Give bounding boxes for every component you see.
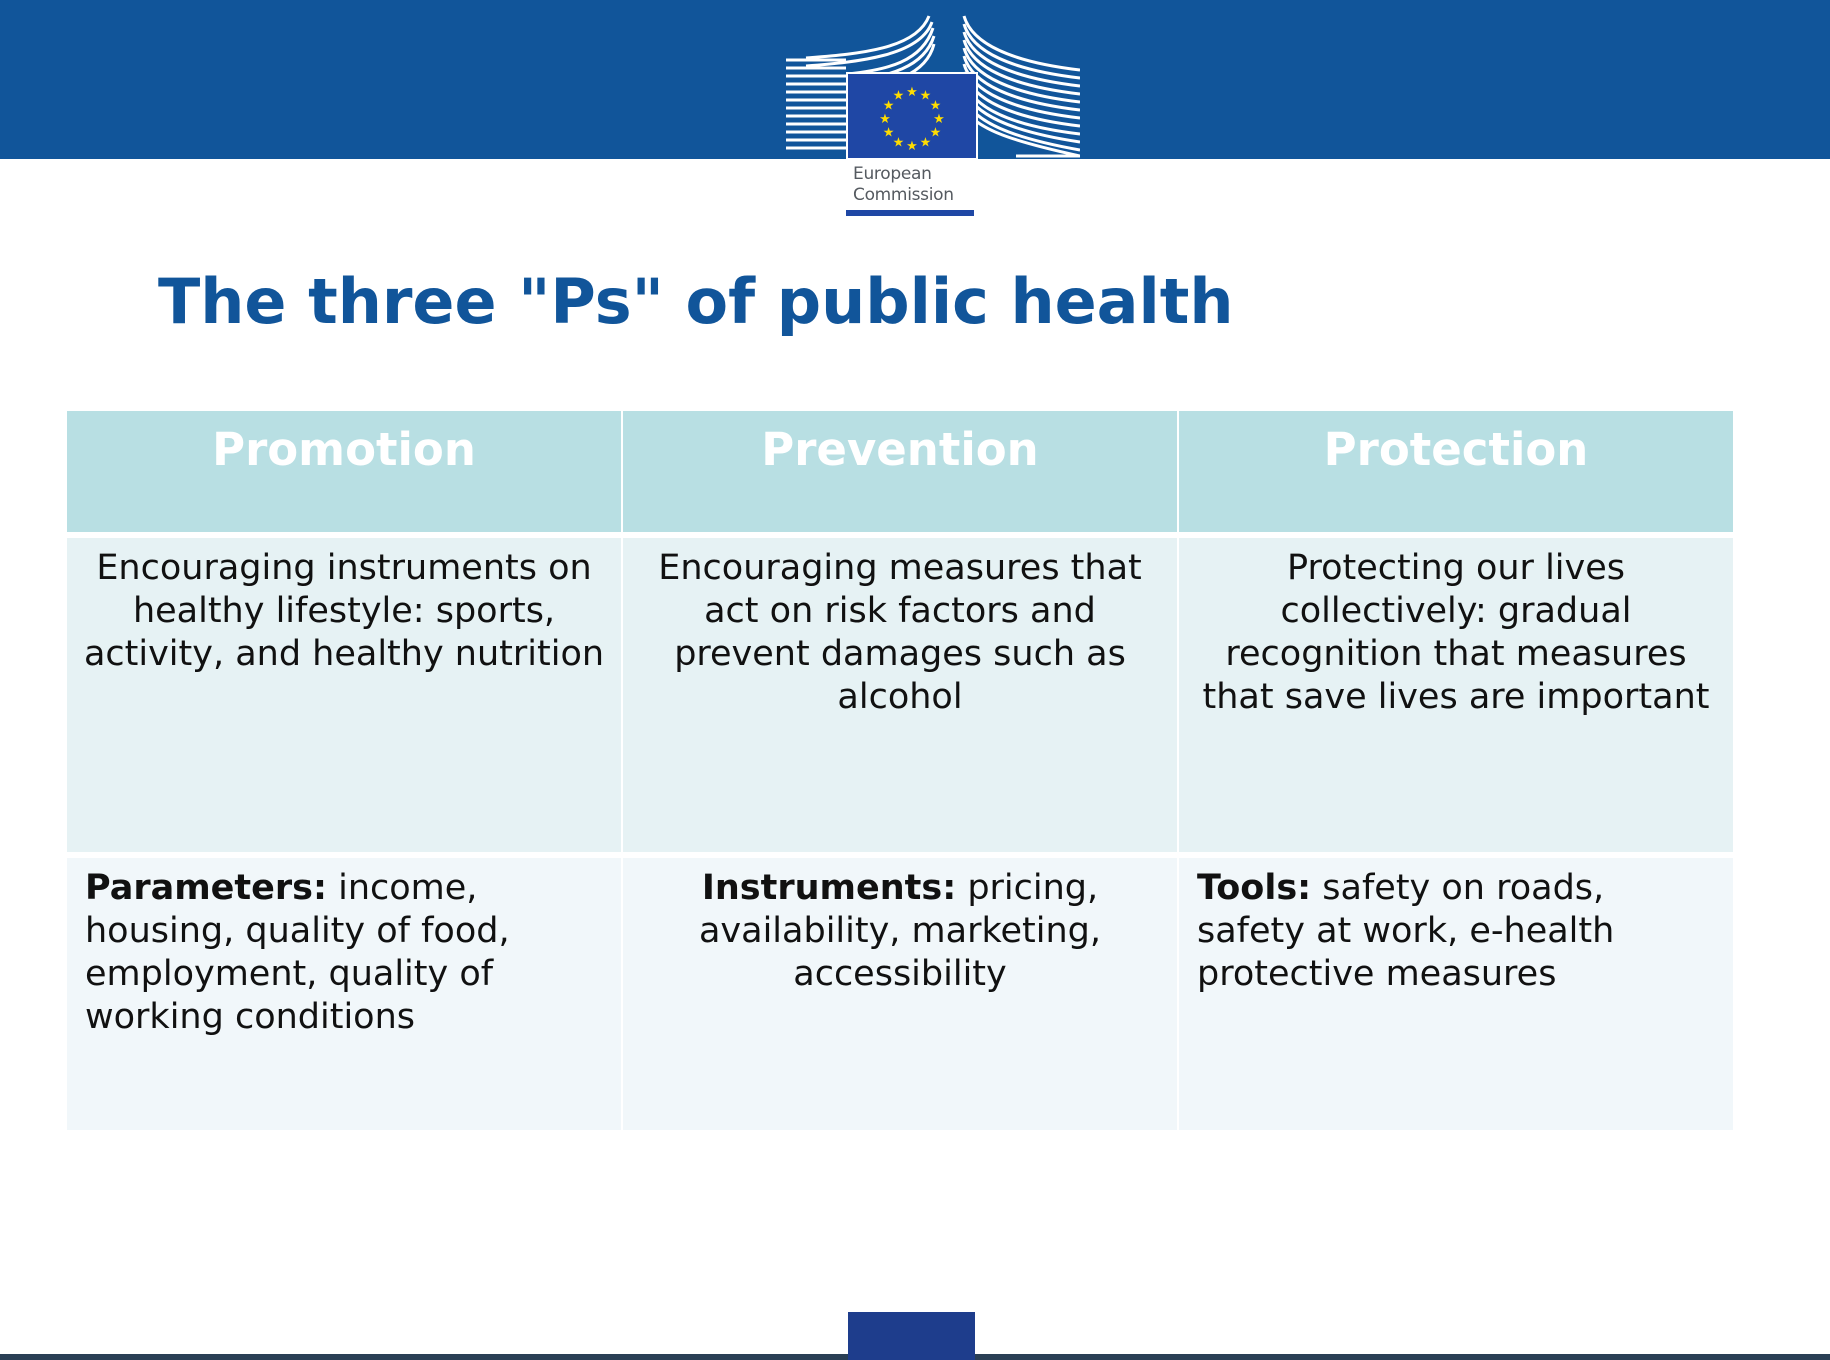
- instruments-label: Instruments:: [701, 868, 957, 908]
- logo-line-european: European: [853, 164, 932, 184]
- svg-text:★: ★: [906, 85, 918, 100]
- logo-line-commission: Commission: [853, 185, 954, 205]
- svg-text:★: ★: [919, 135, 932, 151]
- page-title: The three "Ps" of public health: [158, 265, 1234, 338]
- svg-text:★: ★: [882, 125, 895, 141]
- tools-label: Tools:: [1197, 868, 1312, 908]
- prevention-instruments: [623, 858, 1177, 1130]
- column-header-promotion: Promotion: [67, 411, 621, 532]
- footer-tab: [848, 1312, 975, 1360]
- protection-tools: [1179, 858, 1733, 1130]
- svg-text:★: ★: [933, 112, 945, 127]
- protection-description: Protecting our lives collectively: gradual recognition that measures that save lives are important: [1179, 538, 1733, 852]
- three-ps-table: [67, 411, 1733, 1130]
- promotion-description: Encouraging instruments on healthy lifestyle: sports, activity, and healthy nutrition: [67, 538, 621, 852]
- tools-text: safety on roads, safety at work, e-health protective measures: [1197, 868, 1615, 994]
- logo-wordmark: [853, 164, 954, 206]
- svg-text:★: ★: [892, 88, 905, 104]
- svg-text:★: ★: [919, 88, 932, 104]
- column-header-protection: Protection: [1179, 411, 1733, 532]
- svg-text:★: ★: [929, 125, 942, 141]
- parameters-label: Parameters:: [85, 868, 327, 908]
- parameters-text: income, housing, quality of food, employment, quality of working conditions: [85, 868, 510, 1037]
- svg-text:★: ★: [882, 98, 895, 114]
- svg-text:★: ★: [892, 135, 905, 151]
- svg-text:★: ★: [929, 98, 942, 114]
- promotion-parameters: [67, 858, 621, 1130]
- column-header-prevention: Prevention: [623, 411, 1177, 532]
- instruments-text: pricing, availability, marketing, accessibility: [698, 868, 1102, 994]
- svg-text:★: ★: [906, 139, 918, 154]
- svg-text:★: ★: [879, 112, 891, 127]
- prevention-description: Encouraging measures that act on risk factors and prevent damages such as alcohol: [623, 538, 1177, 852]
